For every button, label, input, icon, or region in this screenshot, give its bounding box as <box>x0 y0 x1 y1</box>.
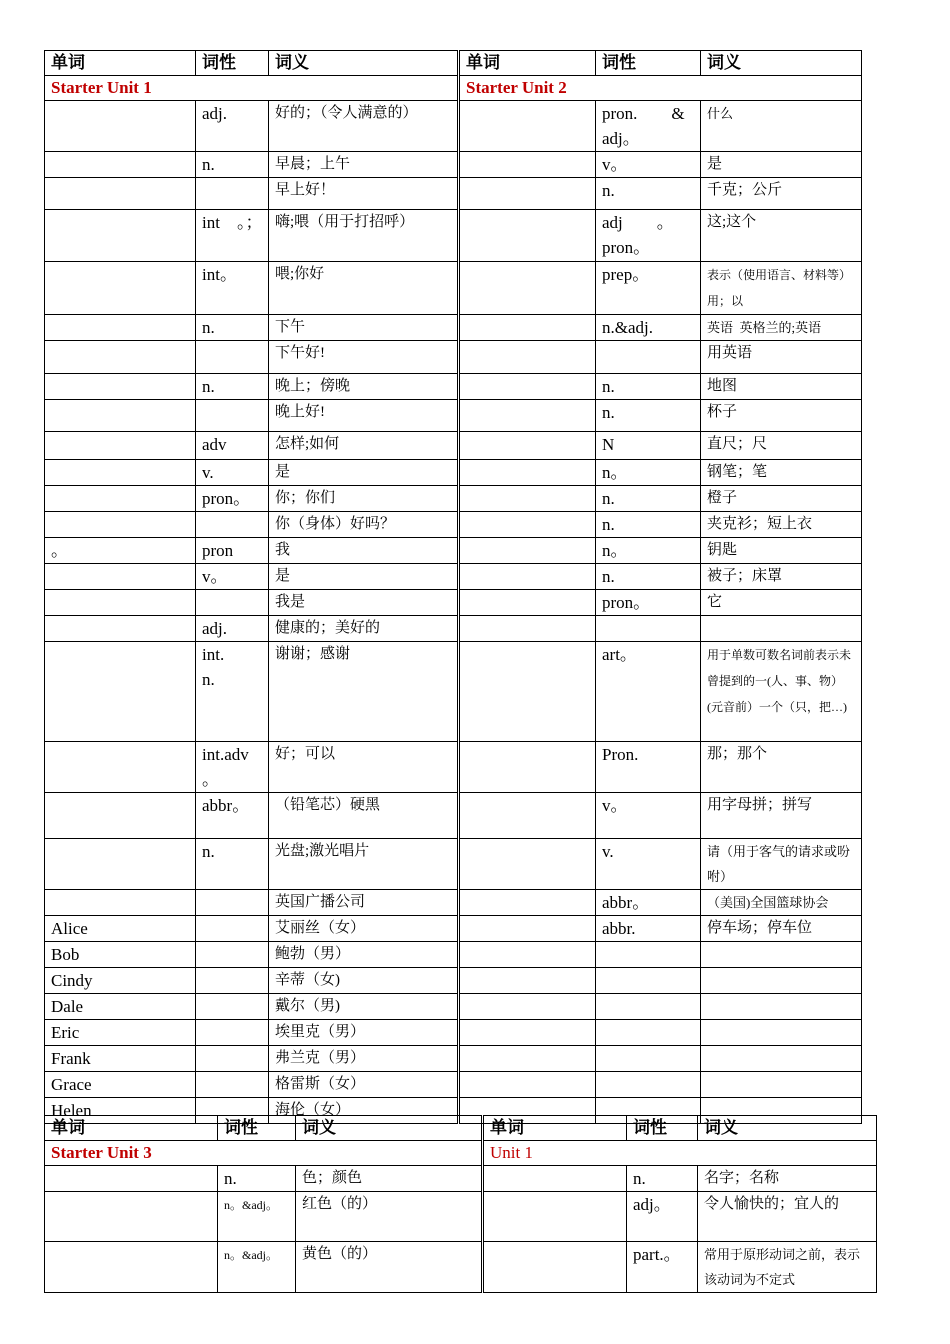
word-cell <box>45 341 196 374</box>
meaning-cell: 鲍勃（男） <box>269 942 458 968</box>
pos-cell: adv <box>196 432 269 460</box>
pos-cell <box>596 994 701 1020</box>
meaning-cell: 这;这个 <box>701 210 862 262</box>
table-row <box>45 1242 877 1293</box>
word-cell <box>45 432 196 460</box>
meaning-cell: 早上好！ <box>269 178 458 210</box>
meaning-cell: 埃里克（男） <box>269 1020 458 1046</box>
meaning-cell: 下午好! <box>269 341 458 374</box>
word-cell <box>460 460 596 486</box>
pos-cell <box>596 942 701 968</box>
pos-cell: int。 <box>196 262 269 315</box>
meaning-cell: 嗨;喂（用于打招呼） <box>269 210 458 262</box>
pos-cell: pron. & adj。 <box>596 101 701 152</box>
pos-cell: v。 <box>596 793 701 839</box>
pos-cell: abbr。 <box>596 890 701 916</box>
word-cell <box>484 1242 627 1293</box>
word-cell <box>45 486 196 512</box>
word-cell <box>460 642 596 742</box>
word-cell <box>460 564 596 590</box>
word-cell <box>460 968 596 994</box>
word-cell <box>45 152 196 178</box>
table-row <box>45 642 862 742</box>
meaning-cell: 常用于原形动词之前，表示该动词为不定式 <box>698 1242 877 1293</box>
header-pos: 词性 <box>196 51 269 76</box>
pos-cell <box>196 890 269 916</box>
pos-cell: int.adv 。 <box>196 742 269 793</box>
word-cell <box>45 210 196 262</box>
table-row <box>45 793 862 839</box>
word-cell <box>460 400 596 432</box>
meaning-cell <box>701 968 862 994</box>
pos-cell <box>196 994 269 1020</box>
table-row <box>45 486 862 512</box>
word-cell <box>460 994 596 1020</box>
table-row <box>45 916 862 942</box>
pos-cell: adj. <box>196 101 269 152</box>
meaning-cell: 它 <box>701 590 862 616</box>
meaning-cell: 表示（使用语言、材料等）用；以 <box>701 262 862 315</box>
table-row <box>45 1072 862 1098</box>
pos-cell: adj. <box>196 616 269 642</box>
meaning-cell: 海伦（女） <box>269 1098 458 1124</box>
word-cell <box>460 512 596 538</box>
meaning-cell: （美国)全国篮球协会 <box>701 890 862 916</box>
word-cell <box>460 1072 596 1098</box>
word-cell <box>45 1166 218 1192</box>
pos-cell: pron <box>196 538 269 564</box>
pos-cell: n. <box>596 400 701 432</box>
pos-cell <box>196 1046 269 1072</box>
meaning-cell: 怎样;如何 <box>269 432 458 460</box>
meaning-cell <box>701 942 862 968</box>
table-row <box>45 210 862 262</box>
meaning-cell: 好的；（令人满意的） <box>269 101 458 152</box>
meaning-cell: 色；颜色 <box>296 1166 482 1192</box>
meaning-cell: 地图 <box>701 374 862 400</box>
word-cell <box>460 1020 596 1046</box>
word-cell <box>460 486 596 512</box>
meaning-cell: 早晨；上午 <box>269 152 458 178</box>
pos-cell: n。&adj。 <box>218 1192 296 1242</box>
meaning-cell: 千克；公斤 <box>701 178 862 210</box>
meaning-cell: 你（身体）好吗？ <box>269 512 458 538</box>
meaning-cell: 被子；床罩 <box>701 564 862 590</box>
meaning-cell: （铅笔芯）硬黑 <box>269 793 458 839</box>
word-cell <box>460 793 596 839</box>
pos-cell <box>596 616 701 642</box>
meaning-cell: 用英语 <box>701 341 862 374</box>
word-cell: Cindy <box>45 968 196 994</box>
header-pos: 词性 <box>218 1116 296 1141</box>
word-cell <box>45 460 196 486</box>
header-word: 单词 <box>45 1116 218 1141</box>
meaning-cell: 是 <box>701 152 862 178</box>
pos-cell: part.。 <box>627 1242 698 1293</box>
word-cell <box>45 400 196 432</box>
pos-cell <box>196 341 269 374</box>
meaning-cell: 什么 <box>701 101 862 152</box>
meaning-cell: 下午 <box>269 315 458 341</box>
word-cell <box>484 1192 627 1242</box>
word-cell: 。 <box>45 538 196 564</box>
pos-cell <box>196 916 269 942</box>
word-cell: Frank <box>45 1046 196 1072</box>
header-pos: 词性 <box>596 51 701 76</box>
word-cell <box>460 178 596 210</box>
pos-cell <box>196 1020 269 1046</box>
meaning-cell: 英国广播公司 <box>269 890 458 916</box>
pos-cell: n. <box>196 839 269 890</box>
header-meaning: 词义 <box>269 51 458 76</box>
header-row <box>45 1116 877 1141</box>
pos-cell: n.&adj. <box>596 315 701 341</box>
pos-cell: n. <box>196 374 269 400</box>
header-word: 单词 <box>460 51 596 76</box>
pos-cell <box>196 590 269 616</box>
word-cell <box>460 742 596 793</box>
meaning-cell: 钥匙 <box>701 538 862 564</box>
table-row <box>45 1046 862 1072</box>
meaning-cell: 英语 英格兰的;英语 <box>701 315 862 341</box>
header-word: 单词 <box>45 51 196 76</box>
header-pos: 词性 <box>627 1116 698 1141</box>
pos-cell <box>596 1046 701 1072</box>
pos-cell <box>196 942 269 968</box>
meaning-cell: 辛蒂（女) <box>269 968 458 994</box>
header-meaning: 词义 <box>296 1116 482 1141</box>
unit-title: Starter Unit 3 <box>45 1141 482 1166</box>
pos-cell: n。 <box>596 538 701 564</box>
word-cell <box>45 839 196 890</box>
meaning-cell: 戴尔（男) <box>269 994 458 1020</box>
meaning-cell: 夹克衫；短上衣 <box>701 512 862 538</box>
word-cell: Grace <box>45 1072 196 1098</box>
meaning-cell: 喂;你好 <box>269 262 458 315</box>
word-cell <box>484 1166 627 1192</box>
word-cell <box>460 315 596 341</box>
meaning-cell: 是 <box>269 564 458 590</box>
unit-title: Starter Unit 2 <box>460 76 862 101</box>
pos-cell: abbr. <box>596 916 701 942</box>
pos-cell: adj。 <box>627 1192 698 1242</box>
word-cell <box>45 178 196 210</box>
word-cell <box>460 590 596 616</box>
table-row <box>45 400 862 432</box>
meaning-cell: 黄色（的） <box>296 1242 482 1293</box>
meaning-cell <box>701 616 862 642</box>
table-row <box>45 942 862 968</box>
table-row <box>45 994 862 1020</box>
meaning-cell: 请（用于客气的请求或吩咐） <box>701 839 862 890</box>
meaning-cell <box>701 1020 862 1046</box>
word-cell <box>460 942 596 968</box>
meaning-cell: 好；可以 <box>269 742 458 793</box>
meaning-cell: 谢谢；感谢 <box>269 642 458 742</box>
word-cell <box>460 616 596 642</box>
pos-cell <box>196 512 269 538</box>
word-cell <box>460 839 596 890</box>
pos-cell <box>596 341 701 374</box>
table-row <box>45 152 862 178</box>
meaning-cell: 杯子 <box>701 400 862 432</box>
pos-cell <box>196 1072 269 1098</box>
word-cell <box>460 432 596 460</box>
header-word: 单词 <box>484 1116 627 1141</box>
word-cell <box>45 890 196 916</box>
word-cell <box>460 101 596 152</box>
meaning-cell: 健康的；美好的 <box>269 616 458 642</box>
meaning-cell: 钢笔；笔 <box>701 460 862 486</box>
pos-cell: Pron. <box>596 742 701 793</box>
word-cell <box>45 590 196 616</box>
table-row <box>45 262 862 315</box>
word-cell <box>45 793 196 839</box>
vocab-table-bottom <box>44 1115 877 1293</box>
table-row <box>45 1192 877 1242</box>
word-cell <box>45 1192 218 1242</box>
pos-cell: v。 <box>596 152 701 178</box>
pos-cell: n. <box>596 178 701 210</box>
pos-cell: n. <box>596 486 701 512</box>
word-cell <box>45 616 196 642</box>
meaning-cell: 用字母拼；拼写 <box>701 793 862 839</box>
pos-cell: v。 <box>196 564 269 590</box>
pos-cell <box>196 400 269 432</box>
pos-cell <box>596 1020 701 1046</box>
pos-cell: pron。 <box>596 590 701 616</box>
pos-cell: v. <box>196 460 269 486</box>
pos-cell <box>596 1072 701 1098</box>
word-cell <box>45 101 196 152</box>
pos-cell: v. <box>596 839 701 890</box>
header-row <box>45 51 862 76</box>
pos-cell: pron。 <box>196 486 269 512</box>
unit-row <box>45 76 862 101</box>
meaning-cell: 橙子 <box>701 486 862 512</box>
pos-cell: n. <box>196 152 269 178</box>
pos-cell: n. <box>596 374 701 400</box>
header-meaning: 词义 <box>701 51 862 76</box>
table-row <box>45 374 862 400</box>
pos-cell: abbr。 <box>196 793 269 839</box>
word-cell <box>460 262 596 315</box>
meaning-cell: 晚上；傍晚 <box>269 374 458 400</box>
word-cell: Bob <box>45 942 196 968</box>
word-cell <box>460 341 596 374</box>
pos-cell <box>196 968 269 994</box>
pos-cell: n. <box>596 512 701 538</box>
word-cell <box>45 512 196 538</box>
meaning-cell: 停车场；停车位 <box>701 916 862 942</box>
table-row <box>45 512 862 538</box>
meaning-cell: 用于单数可数名词前表示未曾提到的一(人、事、物）(元音前）一个（只，把…) <box>701 642 862 742</box>
unit-row <box>45 1141 877 1166</box>
meaning-cell: 名字；名称 <box>698 1166 877 1192</box>
meaning-cell: 那；那个 <box>701 742 862 793</box>
word-cell <box>45 564 196 590</box>
pos-cell: prep。 <box>596 262 701 315</box>
table-row <box>45 101 862 152</box>
pos-cell: n. <box>218 1166 296 1192</box>
word-cell <box>460 374 596 400</box>
meaning-cell: 你；你们 <box>269 486 458 512</box>
meaning-cell <box>701 1072 862 1098</box>
unit-title: Unit 1 <box>484 1141 877 1166</box>
word-cell <box>45 642 196 742</box>
word-cell <box>460 890 596 916</box>
word-cell: Helen <box>45 1098 196 1124</box>
table-row <box>45 590 862 616</box>
header-meaning: 词义 <box>698 1116 877 1141</box>
meaning-cell: 弗兰克（男） <box>269 1046 458 1072</box>
pos-cell: n。 <box>596 460 701 486</box>
table-row <box>45 1166 877 1192</box>
word-cell <box>45 374 196 400</box>
word-cell <box>460 210 596 262</box>
meaning-cell: 格雷斯（女） <box>269 1072 458 1098</box>
meaning-cell: 我 <box>269 538 458 564</box>
table-row <box>45 742 862 793</box>
pos-cell <box>196 178 269 210</box>
meaning-cell <box>701 1046 862 1072</box>
word-cell: Alice <box>45 916 196 942</box>
pos-cell: int. n. <box>196 642 269 742</box>
meaning-cell: 红色（的） <box>296 1192 482 1242</box>
meaning-cell: 晚上好! <box>269 400 458 432</box>
meaning-cell <box>701 994 862 1020</box>
meaning-cell: 我是 <box>269 590 458 616</box>
word-cell <box>460 916 596 942</box>
meaning-cell: 光盘;激光唱片 <box>269 839 458 890</box>
table-row <box>45 1020 862 1046</box>
word-cell <box>460 152 596 178</box>
pos-cell <box>596 968 701 994</box>
word-cell <box>460 1046 596 1072</box>
table-row <box>45 564 862 590</box>
pos-cell: n. <box>596 564 701 590</box>
meaning-cell: 直尺；尺 <box>701 432 862 460</box>
word-cell <box>460 538 596 564</box>
table-row <box>45 890 862 916</box>
table-row <box>45 315 862 341</box>
table-row <box>45 968 862 994</box>
word-cell: Dale <box>45 994 196 1020</box>
table-row <box>45 460 862 486</box>
table-row <box>45 616 862 642</box>
pos-cell: n。&adj。 <box>218 1242 296 1293</box>
unit-title: Starter Unit 1 <box>45 76 458 101</box>
pos-cell: int 。； <box>196 210 269 262</box>
word-cell <box>45 742 196 793</box>
meaning-cell: 是 <box>269 460 458 486</box>
word-cell: Eric <box>45 1020 196 1046</box>
pos-cell: N <box>596 432 701 460</box>
word-cell <box>45 262 196 315</box>
meaning-cell: 艾丽丝（女） <box>269 916 458 942</box>
pos-cell: adj 。 pron。 <box>596 210 701 262</box>
pos-cell: n. <box>196 315 269 341</box>
table-row <box>45 432 862 460</box>
word-cell <box>45 315 196 341</box>
pos-cell: art。 <box>596 642 701 742</box>
vocab-table-top <box>44 50 862 1124</box>
table-row <box>45 178 862 210</box>
table-row <box>45 538 862 564</box>
meaning-cell: 令人愉快的；宜人的 <box>698 1192 877 1242</box>
word-cell <box>45 1242 218 1293</box>
table-row <box>45 839 862 890</box>
table-row <box>45 341 862 374</box>
pos-cell: n. <box>627 1166 698 1192</box>
